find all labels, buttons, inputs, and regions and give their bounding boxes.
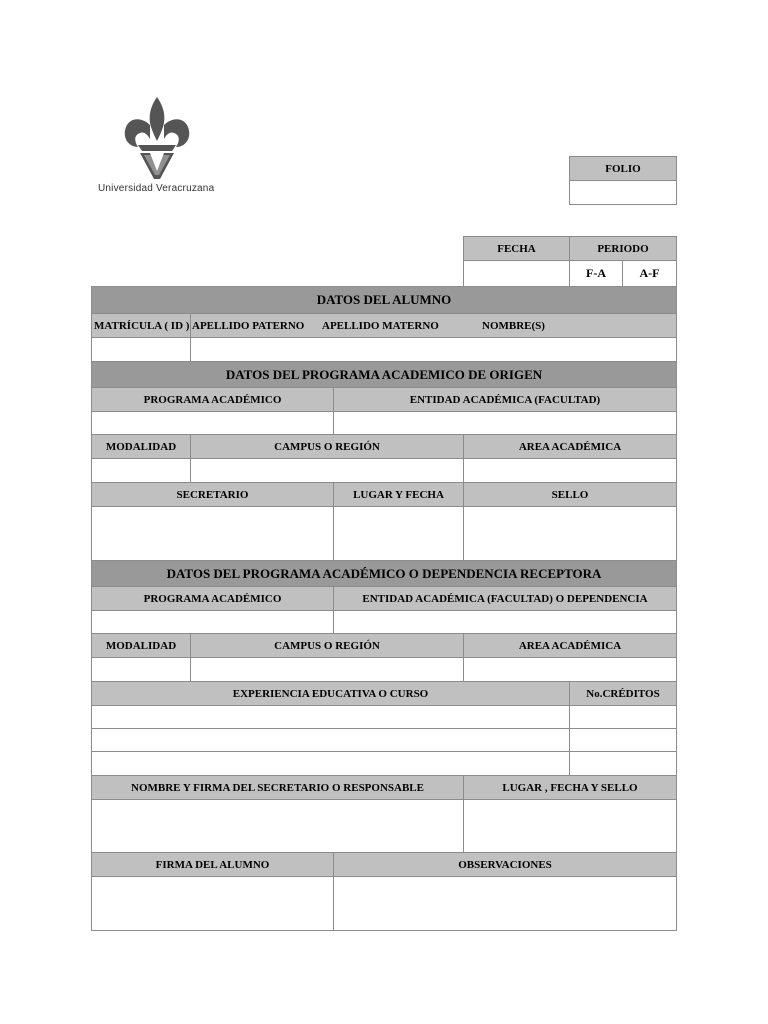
fleur-de-lis-icon [98, 95, 216, 179]
creditos-row-3[interactable] [569, 751, 677, 776]
origen-lugar-fecha-field[interactable] [333, 506, 464, 561]
origen-section-title: DATOS DEL PROGRAMA ACADEMICO DE ORIGEN [91, 361, 677, 388]
observaciones-label: OBSERVACIONES [333, 852, 677, 877]
matricula-field[interactable] [91, 337, 191, 362]
apellido-materno-label: APELLIDO MATERNO [322, 319, 439, 332]
receptora-modalidad-field[interactable] [91, 657, 191, 682]
firma-alumno-field[interactable] [91, 876, 334, 931]
secretario-firma-label: NOMBRE Y FIRMA DEL SECRETARIO O RESPONSABLE [91, 775, 464, 800]
university-logo [98, 95, 216, 197]
origen-programa-field[interactable] [91, 411, 334, 435]
lugar-fecha-sello-label: LUGAR , FECHA Y SELLO [463, 775, 677, 800]
alumno-section-title: DATOS DEL ALUMNO [91, 286, 677, 314]
origen-lugar-fecha-label: LUGAR Y FECHA [333, 482, 464, 507]
origen-secretario-field[interactable] [91, 506, 334, 561]
receptora-section-title: DATOS DEL PROGRAMA ACADÉMICO O DEPENDENCIA RECEPTORA [91, 560, 677, 587]
experiencia-row-1[interactable] [91, 705, 570, 729]
origen-area-label: AREA ACADÉMICA [463, 434, 677, 459]
creditos-label: No.CRÉDITOS [569, 681, 677, 706]
experiencia-row-2[interactable] [91, 728, 570, 752]
receptora-entidad-field[interactable] [333, 610, 677, 634]
matricula-label [91, 313, 191, 338]
receptora-area-label: AREA ACADÉMICA [463, 633, 677, 658]
origen-sello-field[interactable] [463, 506, 677, 561]
periodo-option-af[interactable]: A-F [622, 260, 677, 287]
secretario-firma-field[interactable] [91, 799, 464, 853]
creditos-row-1[interactable] [569, 705, 677, 729]
nombre-header [190, 313, 677, 338]
receptora-area-field[interactable] [463, 657, 677, 682]
observaciones-field[interactable] [333, 876, 677, 931]
origen-entidad-label: ENTIDAD ACADÉMICA (FACULTAD) [333, 387, 677, 412]
creditos-row-2[interactable] [569, 728, 677, 752]
origen-entidad-field[interactable] [333, 411, 677, 435]
origen-sello-label: SELLO [463, 482, 677, 507]
apellido-paterno-label: APELLIDO PATERNO [192, 319, 305, 332]
receptora-campus-field[interactable] [190, 657, 464, 682]
lugar-fecha-sello-field[interactable] [463, 799, 677, 853]
folio-label: FOLIO [569, 156, 677, 181]
origen-programa-label: PROGRAMA ACADÉMICO [91, 387, 334, 412]
receptora-entidad-label: ENTIDAD ACADÉMICA (FACULTAD) O DEPENDENCIA [333, 586, 677, 611]
periodo-option-fa[interactable]: F-A [569, 260, 623, 287]
fecha-label: FECHA [463, 236, 570, 261]
origen-modalidad-field[interactable] [91, 458, 191, 483]
matricula-text: MATRÍCULA ( ID ) [94, 319, 190, 332]
origen-area-field[interactable] [463, 458, 677, 483]
origen-secretario-label: SECRETARIO [91, 482, 334, 507]
nombre-field[interactable] [190, 337, 677, 362]
fecha-field[interactable] [463, 260, 570, 287]
receptora-programa-field[interactable] [91, 610, 334, 634]
origen-modalidad-label: MODALIDAD [91, 434, 191, 459]
experiencia-row-3[interactable] [91, 751, 570, 776]
logo-text: Universidad Veracruzana [98, 183, 215, 194]
periodo-label: PERIODO [569, 236, 677, 261]
firma-alumno-label: FIRMA DEL ALUMNO [91, 852, 334, 877]
receptora-programa-label: PROGRAMA ACADÉMICO [91, 586, 334, 611]
nombres-label: NOMBRE(S) [482, 319, 545, 332]
experiencia-label: EXPERIENCIA EDUCATIVA O CURSO [91, 681, 570, 706]
folio-field[interactable] [569, 180, 677, 205]
receptora-modalidad-label: MODALIDAD [91, 633, 191, 658]
receptora-campus-label: CAMPUS O REGIÓN [190, 633, 464, 658]
origen-campus-field[interactable] [190, 458, 464, 483]
origen-campus-label: CAMPUS O REGIÓN [190, 434, 464, 459]
